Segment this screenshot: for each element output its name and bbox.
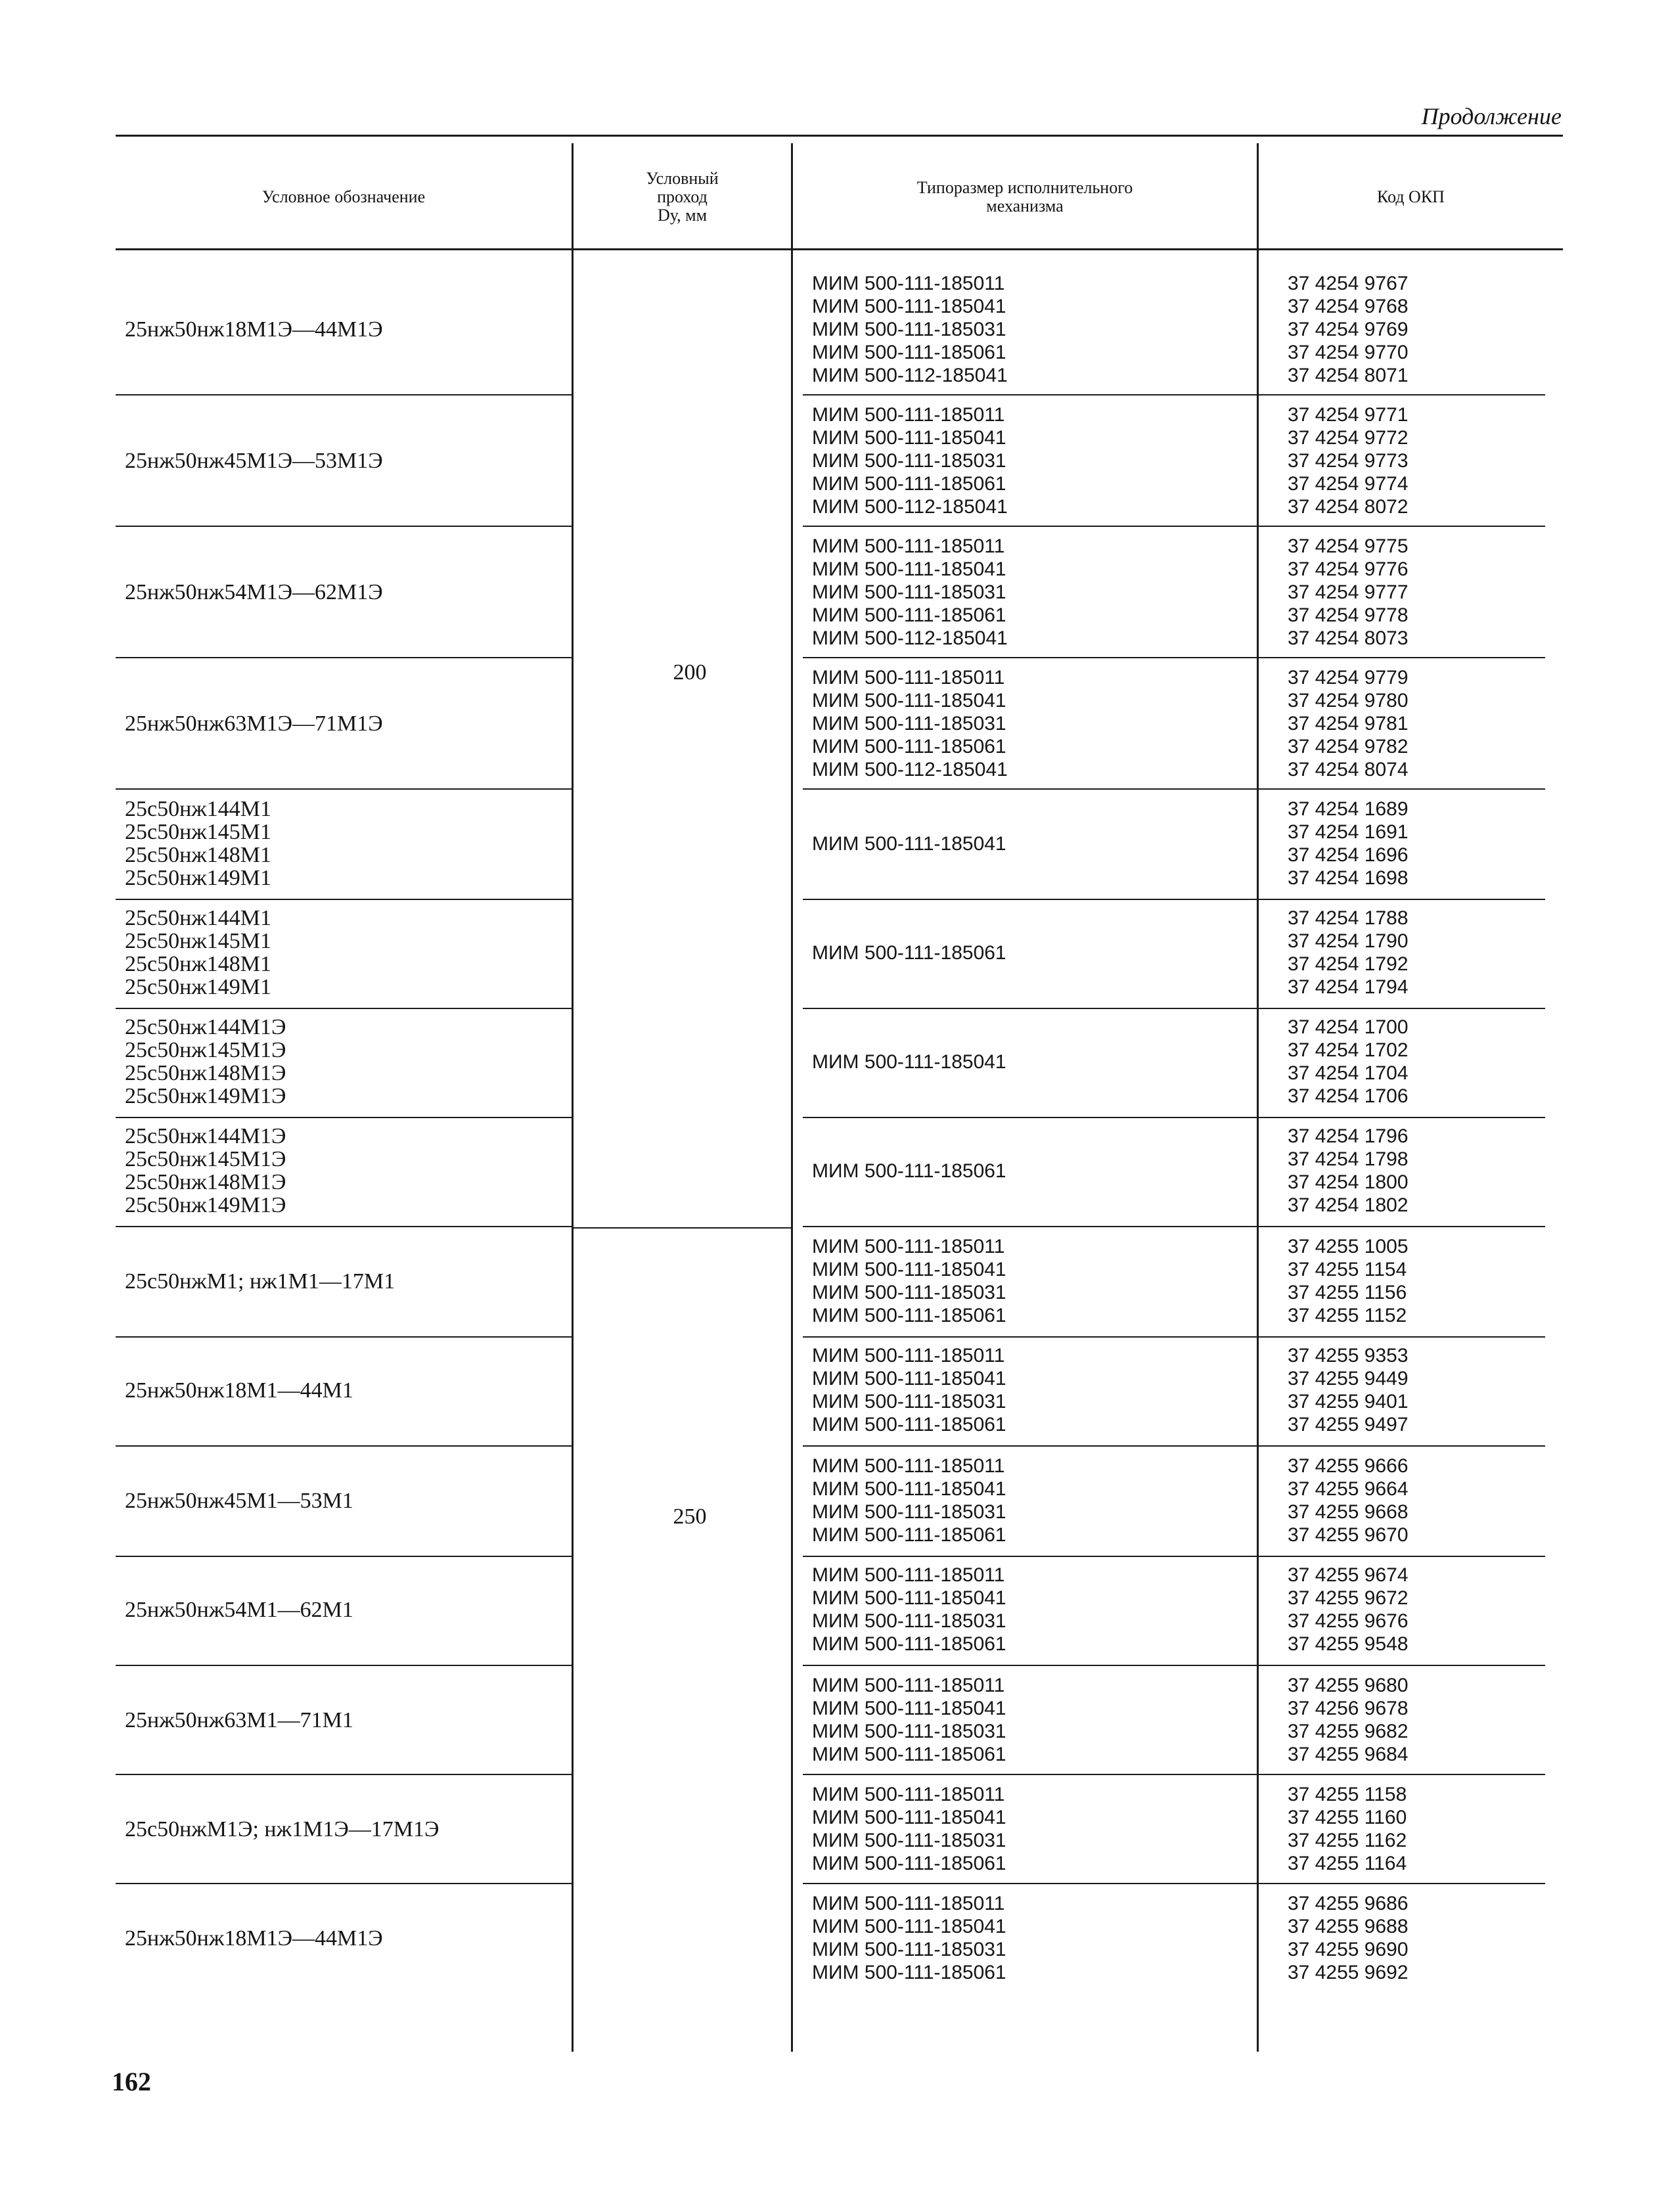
okp-code-line: 37 4254 9773 (1288, 450, 1409, 472)
designation-cell (125, 1125, 286, 1217)
okp-code-line: 37 4254 9772 (1288, 427, 1409, 449)
designation-line: 25нж50нж45М1Э—53М1Э (125, 449, 383, 473)
mechanism-line: МИМ 500-111-185061 (812, 1305, 1006, 1326)
mechanism-line: МИМ 500-111-185041 (812, 1587, 1006, 1609)
okp-code-cell (1288, 1674, 1409, 1766)
header-bottom-rule (116, 248, 1563, 250)
row-separator (803, 1336, 1545, 1338)
mechanism-line: МИМ 500-111-185061 (812, 1524, 1006, 1546)
mechanism-line: МИМ 500-111-185011 (812, 273, 1005, 294)
okp-code-line: 37 4254 1792 (1288, 953, 1409, 975)
okp-code-line: 37 4255 9401 (1288, 1391, 1409, 1412)
mechanism-cell (812, 1235, 1006, 1327)
okp-code-cell (1288, 1455, 1409, 1546)
row-separator (116, 788, 572, 790)
designation-line: 25нж50нж54М1—62М1 (125, 1598, 353, 1622)
mechanism-line: МИМ 500-111-185011 (812, 535, 1005, 557)
okp-code-line: 37 4256 9678 (1288, 1698, 1409, 1719)
mechanism-line: МИМ 500-111-185011 (812, 1455, 1005, 1477)
designation-line: 25с50нжМ1; нж1М1—17М1 (125, 1269, 395, 1294)
okp-code-line: 37 4255 9449 (1288, 1368, 1409, 1389)
mechanism-line: МИМ 500-111-185031 (812, 1610, 1006, 1632)
okp-code-line: 37 4254 9774 (1288, 473, 1409, 495)
okp-code-line: 37 4254 1796 (1288, 1125, 1409, 1147)
mechanism-cell (812, 1455, 1006, 1546)
mechanism-cell (812, 666, 1008, 781)
row-separator (803, 1883, 1545, 1884)
designation-cell (125, 798, 271, 890)
row-separator (803, 1774, 1545, 1775)
okp-code-line: 37 4255 1156 (1288, 1282, 1407, 1303)
okp-code-line: 37 4254 1798 (1288, 1148, 1409, 1170)
okp-code-line: 37 4254 1794 (1288, 976, 1409, 998)
header-mechanism: Типоразмер исполнительного механизма (916, 178, 1133, 215)
okp-code-line: 37 4254 9779 (1288, 667, 1409, 688)
row-separator (803, 394, 1545, 395)
designation-line: 25с50нж144М1Э (125, 1124, 286, 1148)
mechanism-line: МИМ 500-111-185061 (812, 342, 1006, 363)
designation-line: 25нж50нж54М1Э—62М1Э (125, 580, 383, 604)
okp-code-cell (1288, 907, 1409, 999)
designation-line: 25с50нж144М1 (125, 797, 272, 821)
mechanism-cell (812, 272, 1008, 387)
okp-code-line: 37 4254 8071 (1288, 365, 1409, 386)
designation-cell (125, 1270, 395, 1293)
okp-code-line: 37 4254 1790 (1288, 930, 1409, 952)
row-separator (116, 657, 572, 658)
mechanism-line: МИМ 500-111-185031 (812, 581, 1006, 603)
row-separator (803, 526, 1545, 527)
diameter-250: 250 (673, 1504, 707, 1529)
row-separator (116, 1008, 572, 1009)
row-separator (803, 1117, 1545, 1118)
okp-code-line: 37 4254 1698 (1288, 867, 1409, 889)
okp-code-line: 37 4255 9684 (1288, 1744, 1409, 1765)
designation-line: 25с50нжМ1Э; нж1М1Э—17М1Э (125, 1817, 440, 1841)
mechanism-line: МИМ 500-112-185041 (812, 627, 1008, 649)
okp-code-line: 37 4255 1160 (1288, 1807, 1407, 1828)
okp-code-line: 37 4254 9778 (1288, 604, 1409, 626)
mechanism-line: МИМ 500-111-185041 (812, 558, 1006, 580)
row-separator (803, 1008, 1545, 1009)
mechanism-line: МИМ 500-111-185031 (812, 1721, 1006, 1742)
okp-code-line: 37 4254 9776 (1288, 558, 1409, 580)
designation-line: 25с50нж149М1 (125, 866, 272, 890)
designation-line: 25с50нж145М1Э (125, 1147, 286, 1171)
mechanism-line: МИМ 500-111-185041 (812, 1051, 1006, 1073)
mechanism-cell (812, 1050, 1006, 1073)
okp-code-line: 37 4254 8072 (1288, 496, 1409, 518)
row-separator (116, 1336, 572, 1338)
row-separator (803, 899, 1545, 900)
okp-code-line: 37 4255 9688 (1288, 1916, 1409, 1937)
continued-label: Продолжение (1421, 103, 1562, 129)
designation-line: 25с50нж144М1 (125, 906, 272, 930)
mechanism-line: МИМ 500-112-185041 (812, 365, 1008, 386)
mechanism-cell (812, 1564, 1006, 1656)
mechanism-line: МИМ 500-111-185041 (812, 427, 1006, 449)
okp-code-line: 37 4255 1005 (1288, 1236, 1409, 1257)
okp-code-line: 37 4255 9548 (1288, 1633, 1409, 1655)
mechanism-line: МИМ 500-111-185061 (812, 1414, 1006, 1435)
header-designation: Условное обозначение (261, 187, 426, 206)
row-separator (116, 1774, 572, 1775)
mechanism-cell (812, 1674, 1006, 1766)
okp-code-line: 37 4254 9768 (1288, 296, 1409, 317)
designation-line: 25с50нж148М1Э (125, 1061, 286, 1085)
okp-code-line: 37 4255 9680 (1288, 1675, 1409, 1696)
mechanism-line: МИМ 500-111-185011 (812, 1675, 1005, 1696)
okp-code-line: 37 4254 9782 (1288, 736, 1409, 757)
designation-line: 25нж50нж63М1—71М1 (125, 1708, 353, 1732)
mechanism-line: МИМ 500-111-185011 (812, 1784, 1005, 1805)
mechanism-line: МИМ 500-111-185031 (812, 1501, 1006, 1523)
designation-cell (125, 1818, 439, 1841)
designation-line: 25нж50нж18М1Э—44М1Э (125, 1926, 383, 1951)
designation-line: 25с50нж145М1 (125, 929, 272, 953)
mechanism-cell (812, 941, 1006, 964)
mechanism-cell (812, 403, 1008, 518)
okp-code-line: 37 4254 1700 (1288, 1016, 1409, 1038)
row-separator (116, 1117, 572, 1118)
okp-code-line: 37 4254 9767 (1288, 273, 1409, 294)
mechanism-line: МИМ 500-111-185061 (812, 473, 1006, 495)
okp-code-cell (1288, 1016, 1409, 1108)
okp-code-line: 37 4254 1696 (1288, 844, 1409, 866)
mechanism-line: МИМ 500-111-185061 (812, 736, 1006, 757)
mechanism-line: МИМ 500-111-185011 (812, 1236, 1005, 1257)
row-separator (803, 1556, 1545, 1557)
designation-line: 25с50нж144М1Э (125, 1015, 286, 1039)
okp-code-cell (1288, 1125, 1409, 1217)
row-separator (116, 1226, 572, 1227)
okp-code-line: 37 4254 9771 (1288, 404, 1409, 426)
row-separator (116, 899, 572, 900)
mechanism-line: МИМ 500-112-185041 (812, 496, 1008, 518)
designation-line: 25нж50нж18М1Э—44М1Э (125, 317, 383, 342)
column-divider-2 (791, 143, 793, 2052)
row-separator (116, 526, 572, 527)
designation-cell (125, 1927, 383, 1950)
okp-code-line: 37 4254 1704 (1288, 1062, 1409, 1084)
okp-code-line: 37 4255 1164 (1288, 1853, 1407, 1874)
okp-code-line: 37 4255 9690 (1288, 1939, 1409, 1960)
okp-code-cell (1288, 1564, 1409, 1656)
okp-code-cell (1288, 1783, 1407, 1875)
designation-cell (125, 318, 383, 341)
row-separator (116, 1445, 572, 1447)
designation-line: 25нж50нж45М1—53М1 (125, 1489, 353, 1513)
okp-code-line: 37 4255 1152 (1288, 1305, 1407, 1326)
okp-code-line: 37 4254 1800 (1288, 1171, 1409, 1193)
designation-cell (125, 1598, 353, 1621)
designation-line: 25с50нж145М1 (125, 820, 272, 844)
row-separator (803, 1665, 1545, 1666)
row-separator (803, 1445, 1545, 1447)
mechanism-line: МИМ 500-111-185041 (812, 1478, 1006, 1500)
okp-code-line: 37 4254 8074 (1288, 759, 1409, 780)
designation-line: 25нж50нж18М1—44М1 (125, 1378, 353, 1403)
diameter-group-divider (574, 1227, 791, 1229)
mechanism-line: МИМ 500-111-185061 (812, 1160, 1006, 1182)
mechanism-line: МИМ 500-111-185061 (812, 1744, 1006, 1765)
designation-line: 25с50нж149М1Э (125, 1193, 286, 1217)
okp-code-line: 37 4255 9670 (1288, 1524, 1409, 1546)
mechanism-cell (812, 1344, 1006, 1436)
okp-code-cell (1288, 272, 1409, 387)
designation-line: 25нж50нж63М1Э—71М1Э (125, 711, 383, 736)
okp-code-line: 37 4255 9497 (1288, 1414, 1409, 1435)
okp-code-line: 37 4254 1706 (1288, 1085, 1409, 1107)
mechanism-line: МИМ 500-111-185011 (812, 404, 1005, 426)
row-separator (116, 1665, 572, 1666)
mechanism-line: МИМ 500-111-185031 (812, 450, 1006, 472)
mechanism-line: МИМ 500-111-185031 (812, 1282, 1006, 1303)
mechanism-line: МИМ 500-111-185041 (812, 1259, 1006, 1280)
designation-line: 25с50нж148М1 (125, 952, 272, 976)
okp-code-line: 37 4254 9781 (1288, 713, 1409, 734)
mechanism-line: МИМ 500-111-185011 (812, 1345, 1005, 1366)
okp-code-line: 37 4255 9666 (1288, 1455, 1409, 1477)
table-top-rule (116, 135, 1563, 137)
designation-cell (125, 1379, 353, 1402)
okp-code-cell (1288, 666, 1409, 781)
okp-code-cell (1288, 1235, 1409, 1327)
designation-line: 25с50нж149М1Э (125, 1084, 286, 1108)
mechanism-line: МИМ 500-111-185041 (812, 833, 1006, 855)
mechanism-line: МИМ 500-111-185031 (812, 1830, 1006, 1851)
mechanism-line: МИМ 500-111-185031 (812, 713, 1006, 734)
okp-code-line: 37 4255 9682 (1288, 1721, 1409, 1742)
okp-code-line: 37 4255 9664 (1288, 1478, 1409, 1500)
mechanism-line: МИМ 500-111-185061 (812, 1853, 1006, 1874)
okp-code-line: 37 4255 9668 (1288, 1501, 1409, 1523)
okp-code-line: 37 4254 1689 (1288, 798, 1409, 820)
mechanism-line: МИМ 500-112-185041 (812, 759, 1008, 780)
mechanism-line: МИМ 500-111-185011 (812, 1564, 1005, 1586)
mechanism-line: МИМ 500-111-185061 (812, 1962, 1006, 1983)
row-separator (116, 1883, 572, 1884)
mechanism-line: МИМ 500-111-185031 (812, 319, 1006, 340)
okp-code-cell (1288, 1892, 1409, 1984)
mechanism-cell (812, 1892, 1006, 1984)
column-divider-1 (572, 143, 574, 2052)
designation-line: 25с50нж148М1Э (125, 1170, 286, 1194)
okp-code-line: 37 4254 9769 (1288, 319, 1409, 340)
okp-code-line: 37 4255 9674 (1288, 1564, 1409, 1586)
okp-code-cell (1288, 798, 1409, 890)
designation-line: 25с50нж149М1 (125, 975, 272, 999)
okp-code-line: 37 4255 9676 (1288, 1610, 1409, 1632)
okp-code-line: 37 4255 9672 (1288, 1587, 1409, 1609)
designation-line: 25с50нж148М1 (125, 843, 272, 867)
okp-code-line: 37 4255 9692 (1288, 1962, 1409, 1983)
row-separator (803, 788, 1545, 790)
okp-code-line: 37 4255 1154 (1288, 1259, 1407, 1280)
diameter-200: 200 (673, 660, 707, 685)
row-separator (803, 1226, 1545, 1227)
okp-code-line: 37 4254 1788 (1288, 907, 1409, 929)
okp-code-line: 37 4254 9777 (1288, 581, 1409, 603)
column-divider-3 (1257, 143, 1259, 2052)
mechanism-line: МИМ 500-111-185061 (812, 1633, 1006, 1655)
mechanism-cell (812, 1783, 1006, 1875)
okp-code-line: 37 4254 9780 (1288, 690, 1409, 711)
mechanism-line: МИМ 500-111-185061 (812, 942, 1006, 964)
okp-code-line: 37 4255 1158 (1288, 1784, 1407, 1805)
okp-code-cell (1288, 1344, 1409, 1436)
designation-cell (125, 1709, 353, 1732)
mechanism-line: МИМ 500-111-185041 (812, 1698, 1006, 1719)
okp-code-line: 37 4255 1162 (1288, 1830, 1407, 1851)
okp-code-line: 37 4255 9686 (1288, 1893, 1409, 1914)
designation-line: 25с50нж145М1Э (125, 1038, 286, 1062)
row-separator (116, 1556, 572, 1557)
designation-cell (125, 907, 271, 999)
okp-code-line: 37 4254 8073 (1288, 627, 1409, 649)
mechanism-line: МИМ 500-111-185041 (812, 296, 1006, 317)
designation-cell (125, 449, 383, 472)
designation-cell (125, 1016, 286, 1108)
mechanism-line: МИМ 500-111-185041 (812, 1807, 1006, 1828)
okp-code-cell (1288, 535, 1409, 650)
okp-code-line: 37 4254 9775 (1288, 535, 1409, 557)
mechanism-cell (812, 1160, 1006, 1183)
page-number: 162 (112, 2067, 151, 2096)
okp-code-line: 37 4254 1691 (1288, 821, 1409, 843)
header-diameter: Условный проход Dу, мм (646, 169, 719, 225)
designation-cell (125, 581, 383, 604)
designation-cell (125, 1489, 353, 1512)
mechanism-cell (812, 535, 1008, 650)
okp-code-line: 37 4255 9353 (1288, 1345, 1409, 1366)
mechanism-line: МИМ 500-111-185041 (812, 1368, 1006, 1389)
designation-cell (125, 712, 383, 735)
mechanism-cell (812, 832, 1006, 855)
okp-code-line: 37 4254 9770 (1288, 342, 1409, 363)
header-okp-code: Код ОКП (1377, 187, 1445, 206)
mechanism-line: МИМ 500-111-185031 (812, 1391, 1006, 1412)
mechanism-line: МИМ 500-111-185031 (812, 1939, 1006, 1960)
mechanism-line: МИМ 500-111-185041 (812, 690, 1006, 711)
mechanism-line: МИМ 500-111-185011 (812, 1893, 1005, 1914)
row-separator (803, 657, 1545, 658)
mechanism-line: МИМ 500-111-185011 (812, 667, 1005, 688)
okp-code-line: 37 4254 1802 (1288, 1194, 1409, 1216)
okp-code-line: 37 4254 1702 (1288, 1039, 1409, 1061)
row-separator (116, 394, 572, 395)
mechanism-line: МИМ 500-111-185061 (812, 604, 1006, 626)
mechanism-line: МИМ 500-111-185041 (812, 1916, 1006, 1937)
okp-code-cell (1288, 403, 1409, 518)
